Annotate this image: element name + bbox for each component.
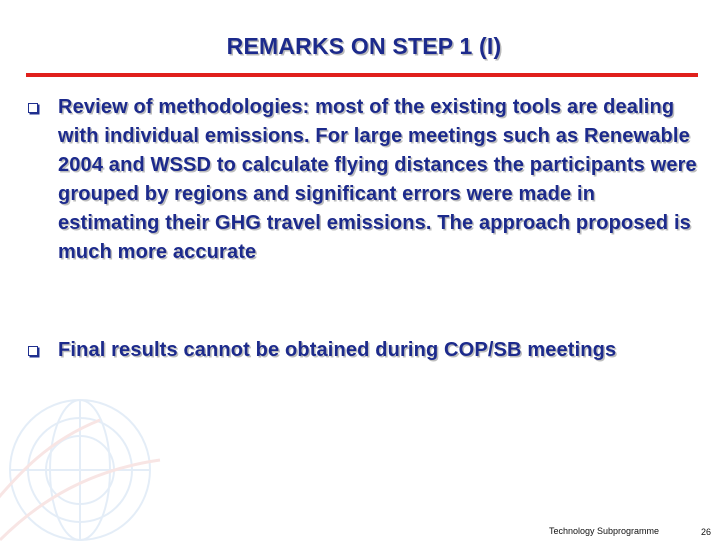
footer-label: Technology Subprogramme: [549, 526, 660, 536]
square-bullet-icon: [28, 103, 38, 113]
page-number: 26: [701, 527, 712, 537]
square-bullet-icon: [28, 346, 38, 356]
bullet-text: Review of methodologies: most of the existing tools are dealing with individual emissions. For large meetings such as Renewable 2004 and WSSD to calculate flying distances the participants were grouped by regions and significant errors were made in estimating their GHG travel emissions. The approach proposed is much more accurate: [58, 96, 697, 263]
un-emblem-watermark-icon: [0, 360, 260, 560]
bullet-text: Final results cannot be obtained during COP/SB meetings: [58, 339, 617, 361]
title-divider: [26, 73, 698, 77]
slide-title: REMARKS ON STEP 1 (I): [226, 33, 502, 59]
